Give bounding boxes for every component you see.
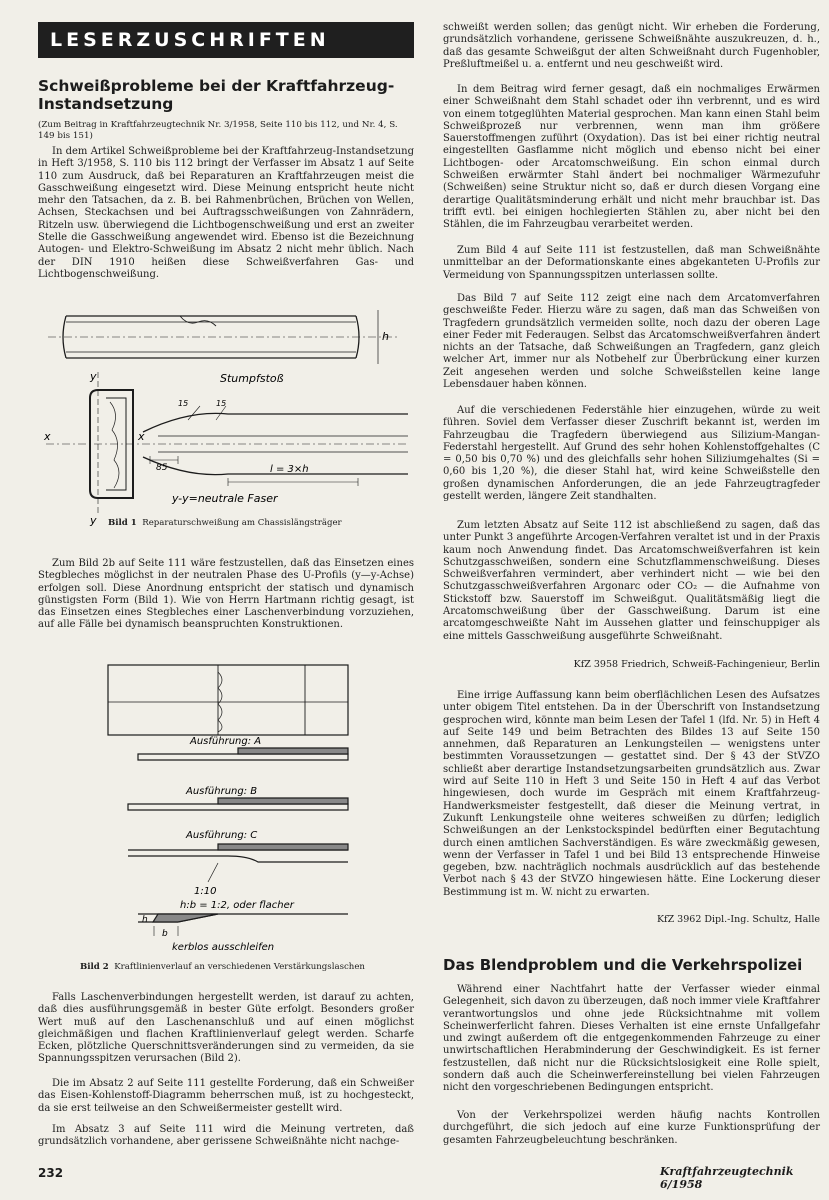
paragraph-6: schweißt werden sollen; das genügt nicht. Wir erheben die Forderung, grundsätzlich vorhandene, gerissene Schweißnähte auszukreuzen, d. h., daß das gesamte Schweißgut der alten Schweißnaht durch Fugenhobler, Preßluftmeißel u. a. entfernt und neu geschweißt wird.	[443, 22, 820, 70]
label-b-small: b	[162, 929, 168, 939]
paragraph-9: Das Bild 7 auf Seite 112 zeigt eine nach dem Arcatomverfahren geschweißte Feder. Hierzu wäre zu sagen, daß man das Schweißen von Tragfedern grundsätzlich vermeiden sollte, noch dazu der oberen Lage einer Feder mit Federaugen. Selbst das Arcatomschweißverfahren ändert nichts an der Tatsache, daß Schweißungen an Tragfedern, ganz gleich welcher Art, immer nur als Notbehelf zur Überbrückung einer kurzen Zeit angesehen werden und solche Schweißstellen keine lange Lebensdauer haben können.	[443, 293, 820, 391]
label-neutral-axis: y-y=neutrale Faser	[172, 492, 278, 505]
label-x-left: x	[44, 430, 51, 443]
paragraph-7: In dem Beitrag wird ferner gesagt, daß ein nochmaliges Erwärmen einer Schweißnaht dem Stahl schadet oder ihn verbrennt, und es wird von einem totgeglühten Material gesprochen. Man kann einen Stahl beim Schweißprozeß nur verbrennen, wenn man ihm größere Sauerstoffmengen zuführt (Oxydation). Das ist bei einer richtig neutral eingestellten Gasflamme nicht möglich und ebenso nicht bei einer Lichtbogen- oder Arcatomschweißung. Ein schon einmal durch Schweißen erwärmter Stahl ändert bei nochmaliger Wärmezufuhr (Schweißen) seine Struktur nicht so, daß er durch diesen Vorgang eine derartige Qualitätsminderung erhält und nicht mehr brauchbar ist. Das trifft evtl. bei einigen hochlegierten Stählen zu, aber nicht bei den Stählen, die im Fahrzeugbau verarbeitet werden.	[443, 84, 820, 231]
article-2-paragraph-2: Von der Verkehrspolizei werden häufig nachts Kontrollen durchgeführt, die sich jedoch auf eine kurze Funktionsprüfung der gesamten Fahrzeugbeleuchtung beschränken.	[443, 1110, 820, 1146]
figure-1-drawing	[38, 302, 414, 532]
label-x-right: x	[138, 430, 145, 443]
label-ratio: 1:10	[194, 886, 217, 897]
journal-name: Kraftfahrzeugtechnik 6/1958	[660, 1165, 794, 1191]
paragraph-4: Die im Absatz 2 auf Seite 111 gestellte Forderung, daß ein Schweißer das Eisen-Kohlenstoff-Diagramm beherrschen muß, ist zu hochgesteckt, da sie erst teilweise an den Schweißermeister gestellt wird.	[38, 1078, 414, 1114]
article-reference: (Zum Beitrag in Kraftfahrzeugtechnik Nr. 3/1958, Seite 110 bis 112, und Nr. 4, S. 149 bis 151)	[38, 120, 398, 141]
label-ausfuehrung-c: Ausführung: C	[186, 830, 258, 841]
label-hb: h:b = 1:2, oder flacher	[180, 900, 294, 911]
section-banner: LESERZUSCHRIFTEN	[38, 22, 414, 58]
paragraph-5: Im Absatz 3 auf Seite 111 wird die Meinung vertreten, daß grundsätzlich vorhandene, aber gerissene Schweißnähte nicht nachge-	[38, 1124, 414, 1148]
label-15-b: 15	[216, 399, 227, 408]
paragraph-8: Zum Bild 4 auf Seite 111 ist festzustellen, daß man Schweißnähte unmittelbar an der Deformationskante eines abgekanteten U-Profils zur Vermeidung von Spannungsspitzen unterlassen sollte.	[443, 245, 820, 281]
article-title: Schweißprobleme bei der Kraftfahrzeug-Instandsetzung	[38, 77, 395, 113]
label-ausfuehrung-b: Ausführung: B	[186, 786, 258, 797]
figure-1-number: Bild 1	[108, 518, 137, 528]
label-stumpfstoss: Stumpfstoß	[220, 372, 284, 385]
figure-2-text: Kraftlinienverlauf an verschiedenen Verstärkungslaschen	[114, 962, 365, 972]
figure-1-caption	[108, 518, 342, 529]
label-15-a: 15	[178, 399, 189, 408]
label-h: h	[382, 330, 389, 343]
label-y-top: y	[90, 370, 97, 383]
paragraph-10: Auf die verschiedenen Federstähle hier einzugehen, würde zu weit führen. Soviel dem Verfasser dieser Zuschrift bekannt ist, werden im Fahrzeugbau die Tragfedern überwiegend aus Silizium-Mangan-Federstahl hergestellt. Auf Grund des sehr hohen Kohlenstoffgehaltes (C = 0,50 bis 0,70 %) und des gleichfalls sehr hohen Siliziumgehaltes (Si = 0,60 bis 1,20 %), die dieser Stahl hat, wird keine Schweißstelle den großen dynamischen Anforderungen, die an jede Fahrzeugtragfeder gestellt werden, längere Zeit standhalten.	[443, 405, 820, 503]
paragraph-11: Zum letzten Absatz auf Seite 112 ist abschließend zu sagen, daß das unter Punkt 3 angeführte Arcogen-Verfahren veraltet ist und in der Praxis kaum noch Anwendung findet. Das Arcatomschweißverfahren ist kein Schutzgasschweißen, sondern eine Schutzflammenschweißung. Dieses Schweißverfahren vermindert, aber verhindert nicht — wie bei den Schutzgasschweißverfahren Argonarc oder CO₂ — die Aufnahme von Stickstoff bzw. Sauerstoff im Schweißgut. Qualitätsmäßig liegt die Arcatomschweißung über der Gasschweißung. Darum ist eine arcatomgeschweißte Naht im Aussehen glatter und feinschuppiger als eine mittels Gasschweißung ausgeführte Schweißnaht.	[443, 520, 820, 642]
label-85: 85	[156, 463, 168, 473]
label-length: l = 3×h	[270, 464, 309, 475]
signature-1: KfZ 3958 Friedrich, Schweiß-Fachingenieur, Berlin	[573, 659, 820, 670]
page-number: 232	[38, 1166, 64, 1180]
letter-2-text: Eine irrige Auffassung kann beim oberflächlichen Lesen des Aufsatzes unter obigem Titel entstehen. Da in der Überschrift von Instandsetzung gesprochen wird, könnte man beim Lesen der Tafel 1 (lfd. Nr. 5) in Heft 4 auf Seite 149 und beim Betrachten des Bildes 13 auf Seite 150 annehmen, daß Reparaturen an Lenkungsteilen — wenigstens unter bestimmten Voraussetzungen — gestattet sind. Der § 43 der StVZO schließt aber derartige Instandsetzungsarbeiten grundsätzlich aus. Zwar wird auf Seite 110 in Heft 3 und Seite 150 in Heft 4 auf das Verbot hingewiesen, doch wurde im Gespräch mit einem Kraftfahrzeug-Handwerksmeister festgestellt, daß dieser die Meinung vertrat, in Zukunft Lenkungsteile ohne weiteres schweißen zu dürfen; lediglich Schweißungen an der Lenkstockspindel bedürften einer Begutachtung durch einen amtlichen Sachverständigen. Es wäre zweckmäßig gewesen, wenn der Verfasser in Tafel 1 und bei Bild 13 entsprechende Hinweise gegeben, bzw. nachträglich nochmals ausdrücklich auf das bestehende Verbot nach § 43 der StVZO hingewiesen hätte. Eine Lockerung dieser Bestimmung ist m. W. nicht zu erwarten.	[443, 690, 820, 898]
figure-2-number: Bild 2	[80, 962, 109, 972]
paragraph-2: Zum Bild 2b auf Seite 111 wäre festzustellen, daß das Einsetzen eines Stegbleches möglichst in der neutralen Phase des U-Profils (y—y-Achse) erfolgen soll. Diese Anordnung entspricht der statisch und dynamisch günstigsten Form (Bild 1). Wie von Herrn Hartmann richtig gesagt, ist das Einsetzen eines Stegbleches einer Laschenverbindung vorzuziehen, auf alle Fälle bei dynamisch beanspruchten Konstruktionen.	[38, 558, 414, 631]
paragraph-3: Falls Laschenverbindungen hergestellt werden, ist darauf zu achten, daß dies ausführungsgemäß in bester Güte erfolgt. Besonders großer Wert muß auf den Laschenanschluß und auf einen möglichst gleichmäßigen und flachen Kraftlinienverlauf gelegt werden. Scharfe Ecken, plötzliche Querschnittsveränderungen sind zu vermeiden, da sie Spannungsspitzen verursachen (Bild 2).	[38, 992, 414, 1065]
figure-2-drawing	[98, 660, 358, 955]
article-2-paragraph-1: Während einer Nachtfahrt hatte der Verfasser wieder einmal Gelegenheit, sich davon zu überzeugen, daß noch immer viele Kraftfahrer verantwortungslos und ohne jede Rücksichtnahme mit vollem Scheinwerferlicht fahren. Dieses Verhalten ist eine ernste Unfallgefahr und zwingt außerdem oft die entgegenkommenden Fahrzeuge zu einer unwirtschaftlichen Herabminderung der Geschwindigkeit. Es ist ferner festzustellen, daß nicht nur die Rücksichtslosigkeit eine Rolle spielt, sondern daß auch die Scheinwerfereinstellung bei vielen Fahrzeugen nicht den vorgeschriebenen Bedingungen entspricht.	[443, 984, 820, 1094]
label-kerblos: kerblos ausschleifen	[172, 942, 275, 953]
paragraph-1: In dem Artikel Schweißprobleme bei der Kraftfahrzeug-Instandsetzung in Heft 3/1958, S. 110 bis 112 bringt der Verfasser im Absatz 1 auf Seite 110 zum Ausdruck, daß bei Reparaturen an Kraftfahrzeugen meist die Gasschweißung eingesetzt wird. Diese Meinung entspricht heute nicht mehr den Tatsachen, da z. B. bei Rahmenbrüchen, Brüchen von Wellen, Achsen, Steckachsen und bei Auftragsschweißungen von Zahnrädern, Ritzeln usw. überwiegend die Lichtbogenschweißung und erst an zweiter Stelle die Gasschweißung angewendet wird. Ebenso ist die Bezeichnung Autogen- und Elektro-Schweißung im Absatz 2 nicht mehr üblich. Nach der DIN 1910 heißen diese Schweißverfahren Gas- und Lichtbogenschweißung.	[38, 146, 414, 280]
signature-2: KfZ 3962 Dipl.-Ing. Schultz, Halle	[656, 914, 820, 925]
label-h-small: h	[142, 915, 148, 925]
figure-1-text: Reparaturschweißung am Chassislängsträger	[142, 518, 342, 528]
figure-2-caption	[80, 962, 365, 973]
label-y-bottom: y	[90, 514, 97, 527]
label-ausfuehrung-a: Ausführung: A	[190, 736, 262, 747]
article-2-title: Das Blendproblem und die Verkehrspolizei	[443, 956, 803, 974]
